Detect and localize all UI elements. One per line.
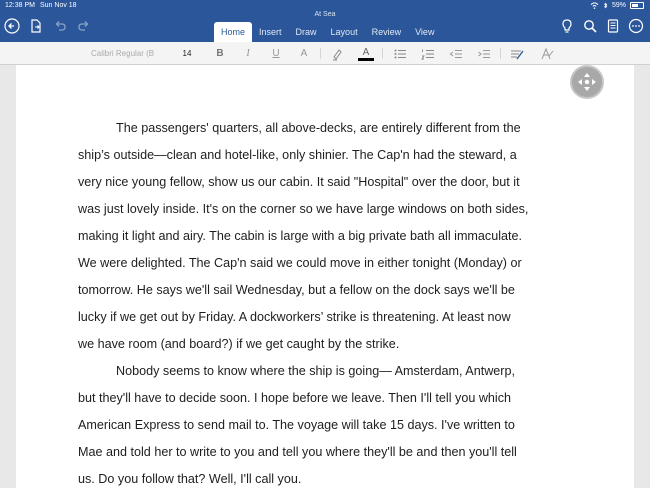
title-bar [0, 0, 650, 42]
status-time: 12:38 PM [5, 2, 35, 9]
text-line: we have room (and board?) if we get caught by the strike. [78, 337, 400, 351]
text-line: Nobody seems to know where the ship is going— Amsterdam, Antwerp, [116, 364, 515, 378]
battery-percent: 59% [611, 2, 626, 9]
highlighter-icon[interactable] [329, 45, 345, 62]
decrease-indent-icon[interactable] [448, 45, 464, 62]
document-title: At Sea [314, 11, 336, 18]
text-line: but they'll have to decide soon. I hope before we leave. Then I'll tell you which [78, 391, 512, 405]
bluetooth-icon [603, 2, 608, 9]
ribbon-tabs [214, 22, 441, 42]
font-color-swatch [358, 58, 374, 61]
undo-icon[interactable] [51, 17, 69, 35]
text-line: making it light and airy. The cabin is large with a big private bath all immaculate. [78, 229, 523, 243]
tab-draw[interactable]: Draw [295, 27, 317, 37]
underline-button[interactable]: U [272, 48, 280, 59]
clear-formatting-icon[interactable] [539, 45, 555, 62]
tab-home[interactable]: Home [214, 22, 252, 42]
styles-icon[interactable] [509, 45, 525, 62]
document-body[interactable] [78, 115, 578, 488]
more-icon[interactable] [627, 17, 645, 35]
tab-view[interactable]: View [415, 27, 435, 37]
back-arrow-icon[interactable] [3, 17, 21, 35]
status-date: Sun Nov 18 [40, 2, 77, 9]
text-line: was just lovely inside. It's on the corner so we have large windows on both sides, [78, 202, 529, 216]
font-size-field[interactable]: 14 [182, 49, 192, 58]
increase-indent-icon[interactable] [476, 45, 492, 62]
text-line: We were delighted. The Cap'n said we could move in either tonight (Monday) or [78, 256, 522, 270]
font-effects-button[interactable]: A [300, 48, 308, 59]
navigation-wheel-icon[interactable] [570, 65, 604, 99]
text-line: Mae and told her to write to you and tell you where they'll be and then you'll tell [78, 445, 517, 459]
home-ribbon [0, 42, 650, 65]
font-name-field[interactable]: Calibri Regular (B [91, 49, 155, 58]
text-line: American Express to send mail to. The voyage will take 15 days. I've written to [78, 418, 515, 432]
wifi-icon [590, 2, 599, 9]
text-line: ship’s outside—clean and hotel-like, only shinier. The Cap'n had the steward, a [78, 148, 517, 162]
status-indicators [590, 2, 644, 9]
text-line: very nice young fellow, show us our cabin. It said "Hospital" over the door, but it [78, 175, 520, 189]
battery-icon [630, 2, 644, 9]
ribbon-divider [382, 48, 383, 59]
font-color-button[interactable] [358, 45, 374, 62]
ribbon-divider [500, 48, 501, 59]
bullets-icon[interactable] [392, 45, 408, 62]
numbering-icon[interactable] [420, 45, 436, 62]
font-color-letter: A [362, 46, 370, 58]
tab-insert[interactable]: Insert [259, 27, 282, 37]
file-icon[interactable] [27, 17, 45, 35]
text-line: The passengers' quarters, all above-decks, are entirely different from the [116, 121, 521, 135]
tab-layout[interactable]: Layout [330, 27, 358, 37]
text-line: tomorrow. He says we'll sail Wednesday, but a fellow on the dock says we'll be [78, 283, 515, 297]
search-icon[interactable] [581, 17, 599, 35]
lightbulb-icon[interactable] [558, 17, 576, 35]
redo-icon[interactable] [75, 17, 93, 35]
text-line: us. Do you follow that? Well, I'll call you. [78, 472, 302, 486]
bold-button[interactable]: B [216, 48, 224, 59]
share-icon[interactable] [604, 17, 622, 35]
tab-review[interactable]: Review [371, 27, 402, 37]
ribbon-divider [320, 48, 321, 59]
italic-button[interactable]: I [246, 48, 250, 59]
text-line: lucky if we get out by Friday. A dockworkers’ strike is threatening. At least now [78, 310, 511, 324]
